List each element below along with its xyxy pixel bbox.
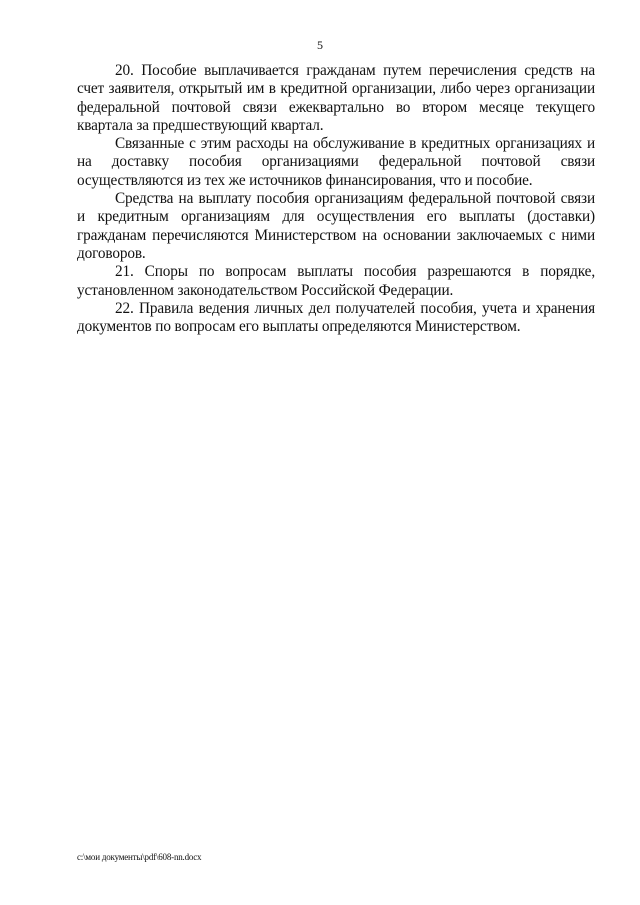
paragraph-funds-transfer: Средства на выплату пособия организациям федеральной почтовой связи и кредитным организациям для осуществления его выплаты (доставки) гражданам перечисляются Министерством на основании заключаемых с ними договоров. — [77, 190, 595, 262]
footer-file-path: c:\мои документы\pdf\608-nn.docx — [77, 852, 202, 862]
paragraph-21: 21. Споры по вопросам выплаты пособия разрешаются в порядке, установленном законодательством Российской Федерации. — [77, 263, 595, 299]
document-body — [77, 62, 595, 336]
paragraph-expenses: Связанные с этим расходы на обслуживание в кредитных организациях и на доставку пособия организациями федеральной почтовой связи осуществляются из тех же источников финансирования, что и пособие. — [77, 135, 595, 189]
paragraph-22: 22. Правила ведения личных дел получателей пособия, учета и хранения документов по вопросам его выплаты определяются Министерством. — [77, 299, 595, 336]
paragraph-20: 20. Пособие выплачивается гражданам путем перечисления средств на счет заявителя, открытый им в кредитной организации, либо через организации федеральной почтовой связи ежеквартально во втором месяце текущего квартала за предшествующий квартал. — [77, 62, 595, 134]
page-number: 5 — [317, 38, 323, 52]
